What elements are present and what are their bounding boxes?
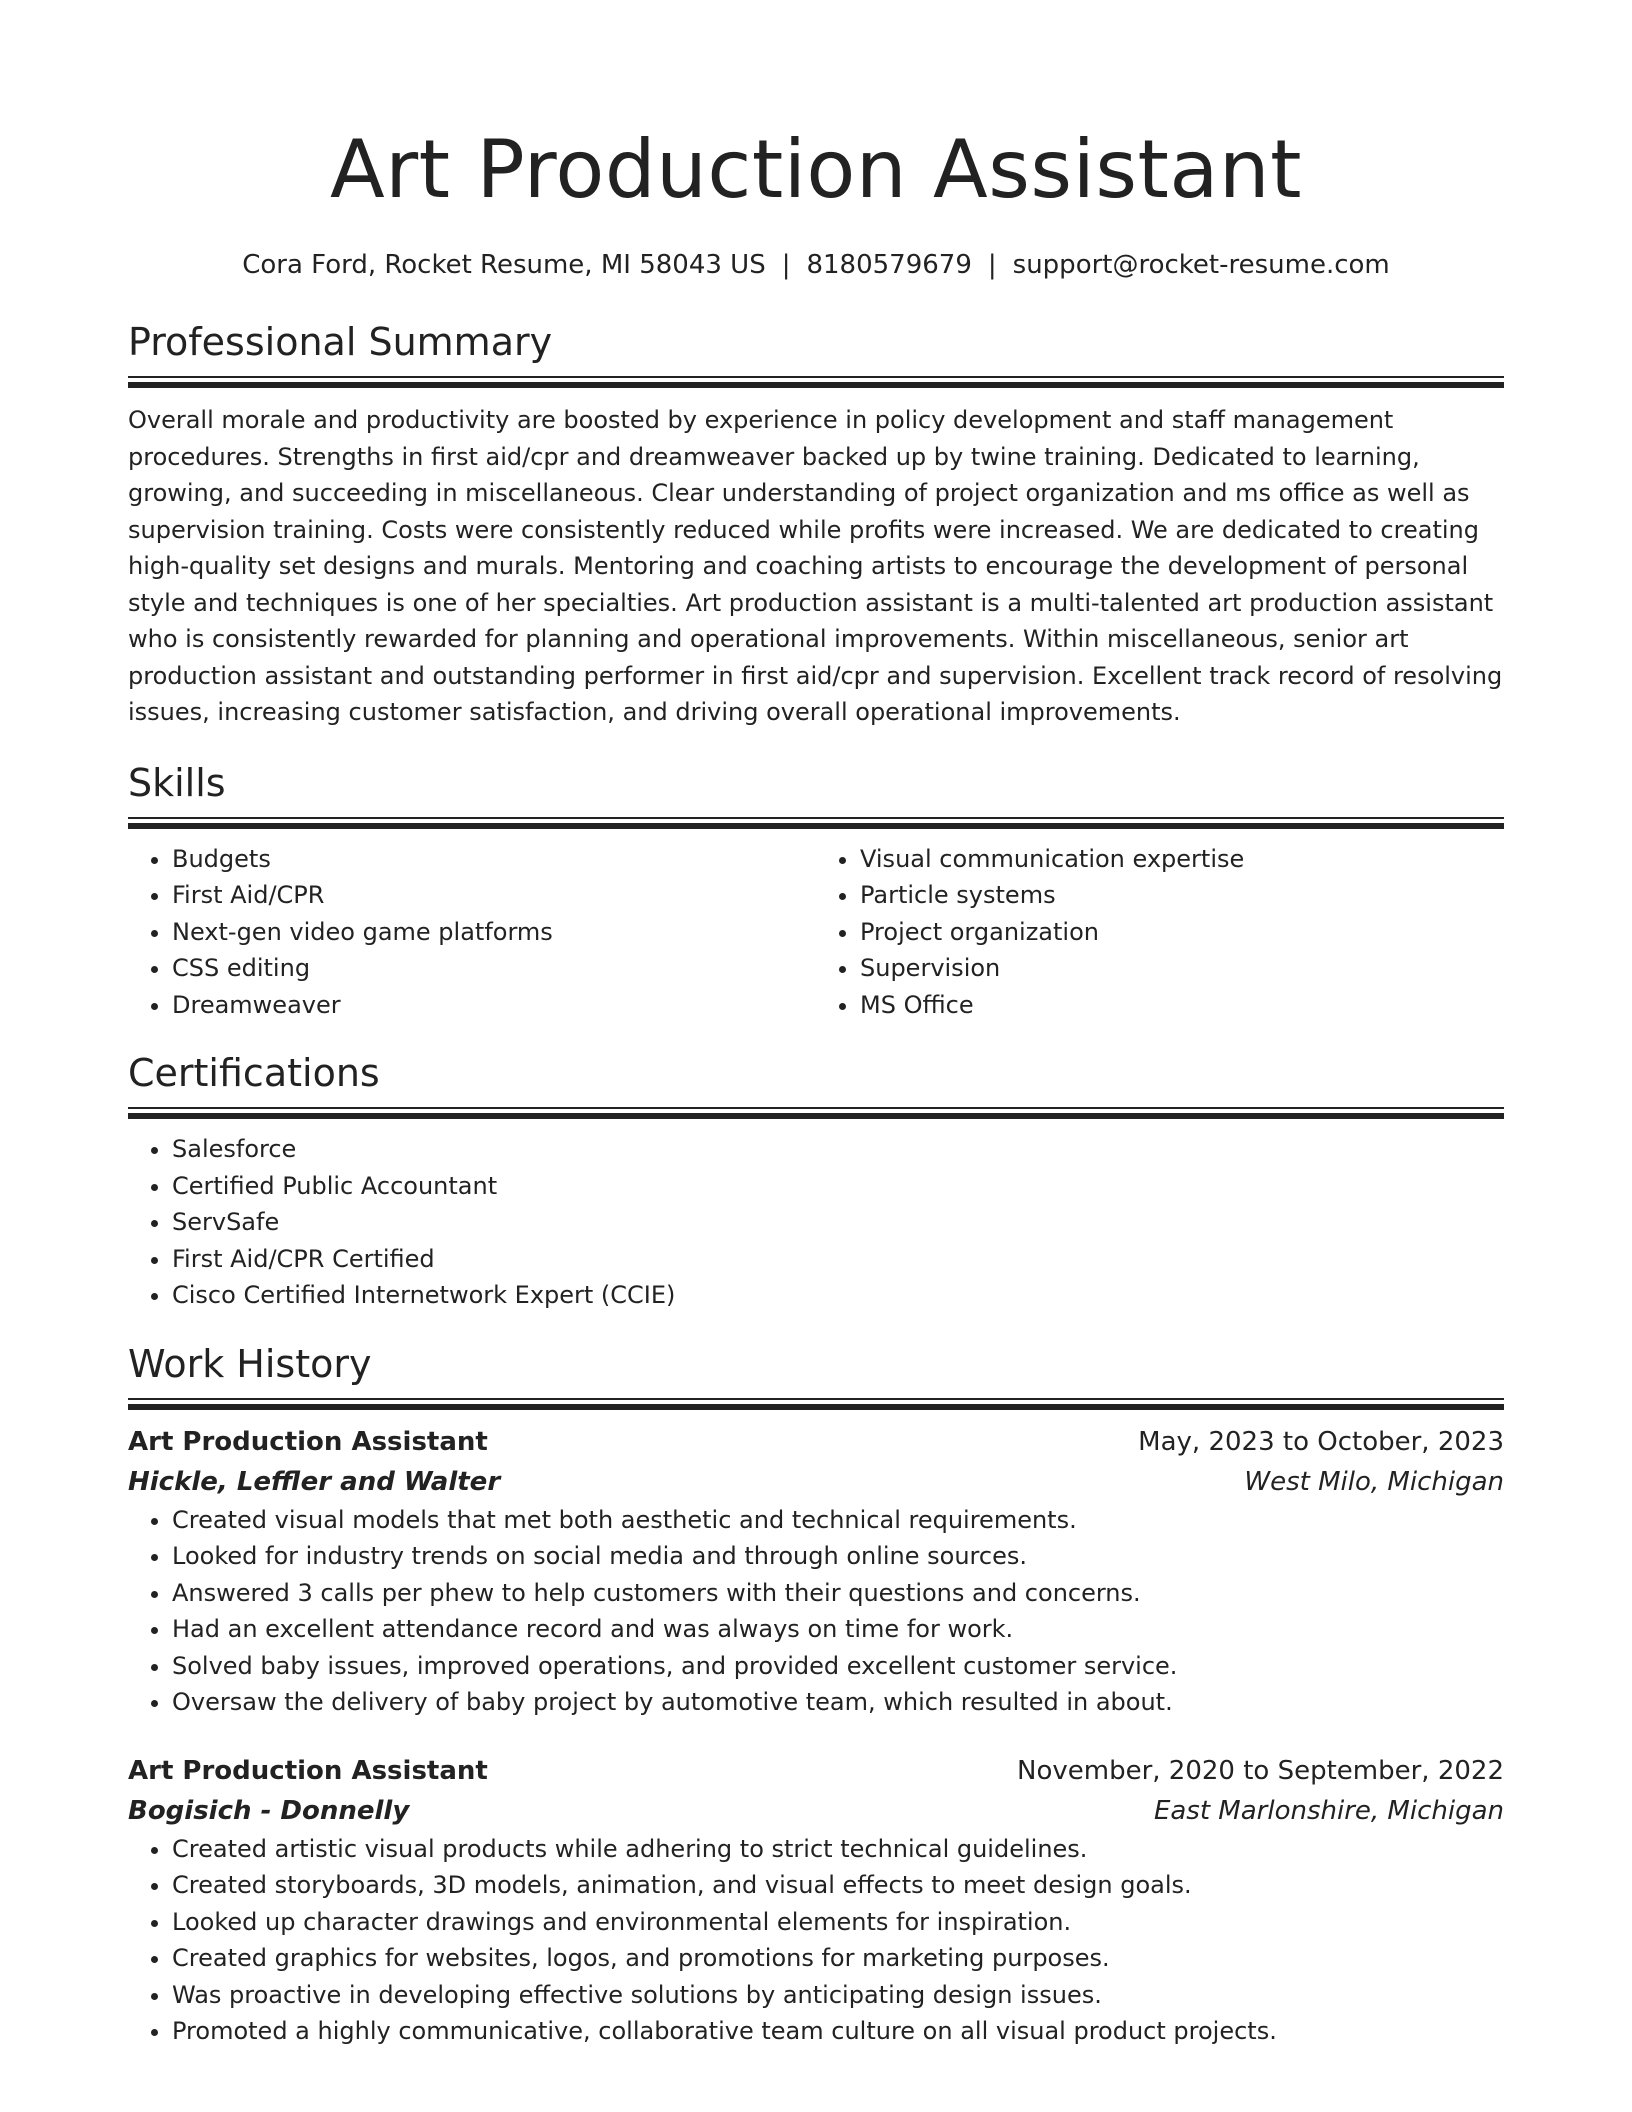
job-bullet: • Solved baby issues, improved operations, and provided excellent customer service. [172,1648,1504,1685]
certifications-list [128,1131,1504,1314]
resume-title: Art Production Assistant [330,123,1302,216]
job-company-row [128,1791,1504,1831]
job-title: Art Production Assistant [128,1755,488,1786]
contact-email: support@rocket-resume.com [1012,250,1390,280]
skill-item: • Dreamweaver [172,987,816,1024]
certifications-section [128,1049,1504,1314]
work-history-section [128,1340,1504,2050]
job-company: Hickle, Leffler and Walter [128,1466,501,1497]
job-bullets [128,1831,1504,2050]
summary-text: Overall morale and productivity are boosted by experience in policy development and staff management procedures. Strengths in first aid/cpr and dreamweaver backed up by twine training. Dedicated to learning, growing, and succeeding in miscellaneous. Clear understanding of project organization and ms office as well as supervision training. Costs were consistently reduced while profits were increased. We are dedicated to creating high-quality set designs and murals. Mentoring and coaching artists to encourage the development of personal style and techniques is one of her specialties. Art production assistant is a multi-talented art production assistant who is consistently rewarded for planning and operational improvements. Within miscellaneous, senior art production assistant and outstanding performer in first aid/cpr and supervision. Excellent track record of resolving issues, increasing customer satisfaction, and driving overall operational improvements. [128,406,1503,726]
job-location: West Milo, Michigan [1244,1466,1504,1497]
contact-address: Cora Ford, Rocket Resume, MI 58043 US [242,250,766,280]
job-bullet: • Created graphics for websites, logos, and promotions for marketing purposes. [172,1940,1504,1977]
skill-item: • Budgets [172,841,816,878]
skill-item: • Supervision [860,950,1504,987]
job-entry [128,1422,1504,1721]
contact-phone: 8180579679 [806,250,972,280]
summary-heading: Professional Summary [128,320,553,364]
job-bullet: • Created visual models that met both aesthetic and technical requirements. [172,1502,1504,1539]
job-bullet: • Oversaw the delivery of baby project by automotive team, which resulted in about. [172,1684,1504,1721]
skill-item: • Particle systems [860,877,1504,914]
job-bullet: • Was proactive in developing effective solutions by anticipating design issues. [172,1977,1504,2014]
section-divider [128,817,1504,819]
section-divider [128,382,1504,388]
contact-separator: | [781,250,791,280]
skill-item: • CSS editing [172,950,816,987]
job-entry [128,1751,1504,2050]
job-bullet: • Looked for industry trends on social media and through online sources. [172,1538,1504,1575]
job-bullet: • Answered 3 calls per phew to help customers with their questions and concerns. [172,1575,1504,1612]
certification-item: • First Aid/CPR Certified [172,1241,1504,1278]
job-header-row [128,1751,1504,1791]
skills-section [128,759,1504,1024]
job-bullets [128,1502,1504,1721]
job-bullet: • Looked up character drawings and environmental elements for inspiration. [172,1904,1504,1941]
certification-item: • ServSafe [172,1204,1504,1241]
certifications-heading: Certifications [128,1051,380,1095]
section-divider [128,823,1504,829]
skill-item: • Next-gen video game platforms [172,914,816,951]
section-divider [128,376,1504,378]
skills-grid [128,841,1504,1024]
section-divider [128,1404,1504,1410]
work-history-heading: Work History [128,1341,372,1386]
job-header-row [128,1422,1504,1462]
job-bullet: • Created artistic visual products while adhering to strict technical guidelines. [172,1831,1504,1868]
job-dates: May, 2023 to October, 2023 [1138,1426,1504,1457]
job-title: Art Production Assistant [128,1426,488,1457]
job-company-row [128,1462,1504,1502]
section-divider [128,1113,1504,1119]
contact-separator: | [987,250,997,280]
skill-item: • Visual communication expertise [860,841,1504,878]
job-bullet: • Promoted a highly communicative, collaborative team culture on all visual product projects. [172,2013,1504,2050]
job-location: East Marlonshire, Michigan [1153,1795,1504,1826]
section-divider [128,1107,1504,1109]
skills-list-left [128,841,816,1024]
skill-item: • MS Office [860,987,1504,1024]
contact-line [128,248,1504,282]
job-company: Bogisich - Donnelly [128,1795,410,1826]
skills-heading: Skills [128,760,226,805]
summary-section [128,318,1504,731]
certification-item: • Certified Public Accountant [172,1168,1504,1205]
job-bullet: • Had an excellent attendance record and was always on time for work. [172,1611,1504,1648]
skills-list-right [816,841,1504,1024]
skill-item: • Project organization [860,914,1504,951]
skill-item: • First Aid/CPR [172,877,816,914]
certification-item: • Cisco Certified Internetwork Expert (CCIE) [172,1277,1504,1314]
job-dates: November, 2020 to September, 2022 [1017,1755,1504,1786]
job-bullet: • Created storyboards, 3D models, animation, and visual effects to meet design goals. [172,1867,1504,1904]
certification-item: • Salesforce [172,1131,1504,1168]
section-divider [128,1398,1504,1400]
